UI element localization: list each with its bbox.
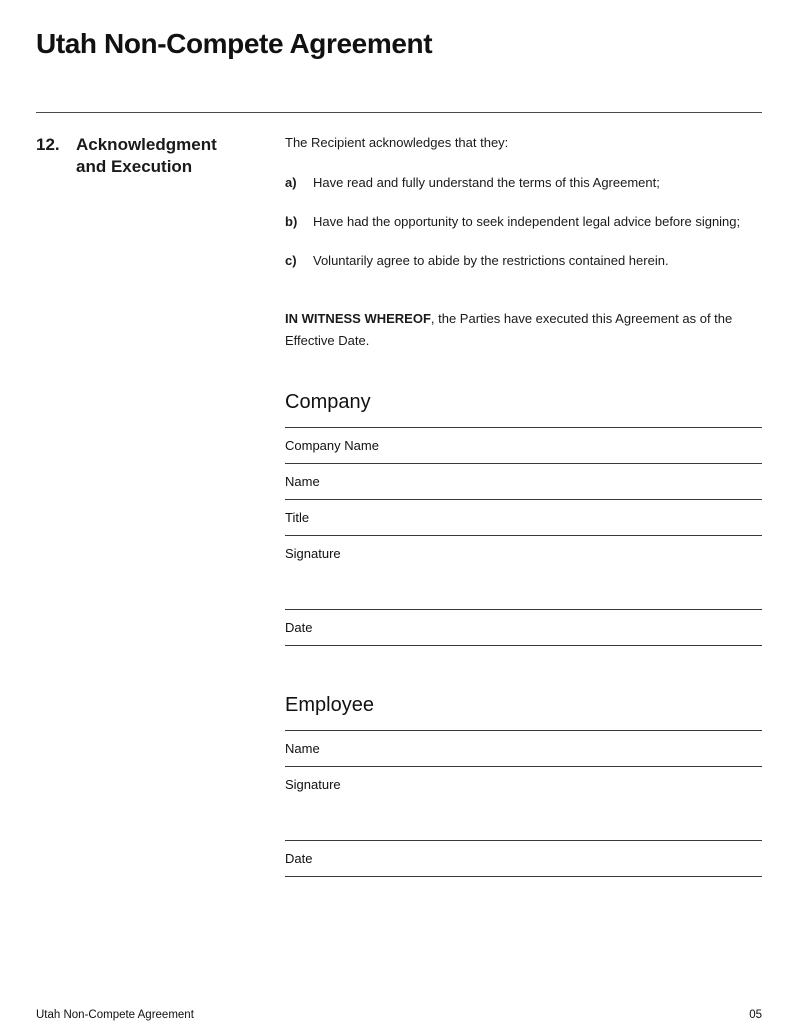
- company-signature-heading: Company: [285, 391, 371, 414]
- field-row-signature: [285, 767, 762, 841]
- field-row-signature: [285, 536, 762, 610]
- list-item-text: Have read and fully understand the terms of this Agreement;: [313, 174, 660, 190]
- acknowledgment-list: [285, 174, 762, 271]
- section-acknowledgment-and-execution: [36, 134, 762, 877]
- footer-page-number: 05: [749, 1009, 762, 1021]
- page-footer: [36, 1009, 762, 1021]
- list-item: [285, 213, 762, 232]
- field-row-name: [285, 731, 762, 767]
- list-item: [285, 174, 762, 193]
- witness-clause-bold: IN WITNESS WHEREOF: [285, 311, 431, 327]
- list-item: [285, 252, 762, 271]
- footer-document-title: Utah Non-Compete Agreement: [36, 1009, 194, 1021]
- field-row-company-name: [285, 428, 762, 464]
- field-label: Signature: [285, 777, 341, 793]
- field-row-title: [285, 500, 762, 536]
- section-number: 12.: [36, 135, 60, 154]
- list-marker: a): [285, 174, 297, 190]
- list-item-text: Have had the opportunity to seek independent legal advice before signing;: [313, 213, 741, 229]
- section-heading: Acknowledgment and Execution: [76, 135, 217, 177]
- field-row-name: [285, 464, 762, 500]
- field-label: Name: [285, 474, 320, 490]
- intro-text: The Recipient acknowledges that they:: [285, 135, 509, 150]
- field-label: Date: [285, 851, 313, 867]
- field-label: Name: [285, 741, 320, 757]
- section-left-column: [36, 134, 285, 877]
- list-marker: b): [285, 213, 298, 229]
- company-signature-table: [285, 427, 762, 646]
- field-label: Date: [285, 620, 313, 636]
- section-body: [285, 134, 762, 877]
- field-label: Company Name: [285, 438, 379, 454]
- witness-clause-rest: , the Parties have executed this Agreement as of the Effective Date.: [285, 311, 733, 348]
- field-row-date: [285, 841, 762, 877]
- field-label: Title: [285, 510, 310, 526]
- header-divider: [36, 112, 762, 113]
- field-label: Signature: [285, 546, 341, 562]
- employee-signature-heading: Employee: [285, 694, 374, 717]
- list-marker: c): [285, 252, 297, 268]
- list-item-text: Voluntarily agree to abide by the restrictions contained herein.: [313, 252, 669, 268]
- employee-signature-table: [285, 730, 762, 877]
- page-title: Utah Non-Compete Agreement: [36, 28, 433, 59]
- witness-clause: [285, 308, 745, 351]
- field-row-date: [285, 610, 762, 646]
